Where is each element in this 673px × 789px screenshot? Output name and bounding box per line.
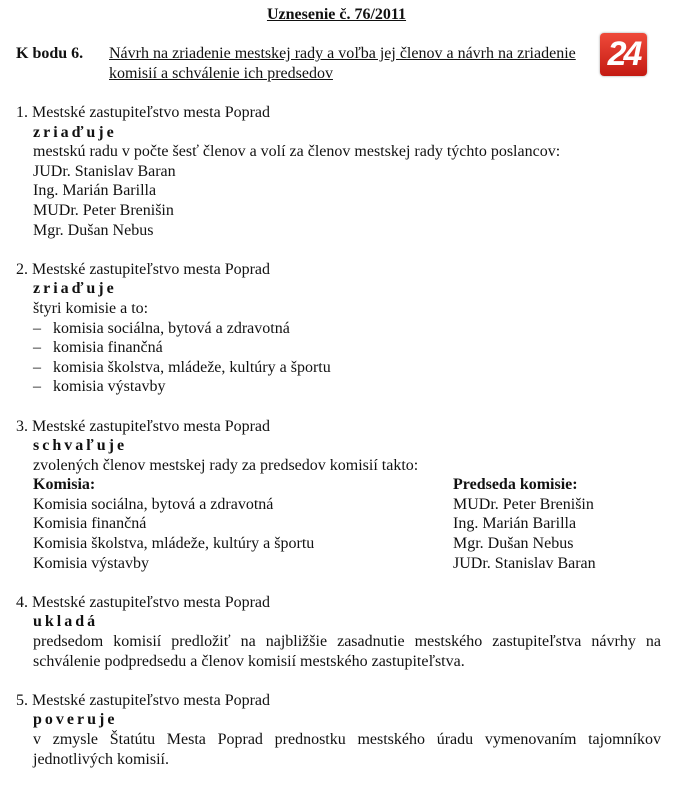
agenda-subject <box>109 44 592 84</box>
section-5 <box>16 691 661 769</box>
table-row <box>16 514 661 534</box>
agenda-item-label: K bodu 6. <box>16 45 84 62</box>
table-header <box>16 475 661 495</box>
section-4 <box>16 593 661 671</box>
section-number: 1. <box>16 104 28 121</box>
dash-bullet: – <box>33 319 41 337</box>
section-1 <box>16 103 661 240</box>
agenda-subject-line1: Návrh na zriadenie mestskej rady a voľba jej členov a návrh na zriadenie komisií <box>109 45 576 82</box>
section-2 <box>16 260 661 397</box>
table-row <box>16 554 661 574</box>
tv24-logo-icon[interactable]: 24 <box>600 33 647 76</box>
agenda-subject-line2: a schválenie ich predsedov <box>161 65 333 82</box>
section-text: predsedom komisií predložiť na najbližšie zasadnutie mestského zastupiteľstva návrhy na schválenie podpredsedu a členov komisií mestského zastupiteľstva. <box>33 633 661 670</box>
committee-name: Komisia finančná <box>33 515 147 533</box>
list-item: – komisia výstavby <box>33 378 166 396</box>
dash-bullet: – <box>33 378 41 396</box>
section-intro: Mestské zastupiteľstvo mesta Poprad <box>32 104 271 121</box>
dash-bullet: – <box>33 339 41 357</box>
section-intro: Mestské zastupiteľstvo mesta Poprad <box>32 417 271 435</box>
agenda-heading <box>16 44 592 84</box>
section-3 <box>16 417 661 574</box>
committee-name: Komisia výstavby <box>33 554 149 572</box>
section-verb: zriaďuje <box>33 280 117 298</box>
committee-name: Komisia sociálna, bytová a zdravotná <box>33 495 274 513</box>
section-text: v zmysle Štatútu Mesta Poprad prednostku mestského úradu vymenovaním tajomníkov jednotlivých komisií. <box>33 731 661 768</box>
list-item: JUDr. Stanislav Baran <box>33 162 176 180</box>
column-header-committee: Komisia: <box>33 476 96 494</box>
committee-chair: Mgr. Dušan Nebus <box>453 535 574 553</box>
column-header-chair: Predseda komisie: <box>453 476 578 494</box>
list-item: – komisia sociálna, bytová a zdravotná <box>33 319 290 337</box>
section-intro: Mestské zastupiteľstvo mesta Poprad <box>32 260 271 278</box>
section-number: 4. <box>16 593 28 611</box>
section-number: 3. <box>16 417 28 435</box>
list-item: – komisia školstva, mládeže, kultúry a športu <box>33 358 331 376</box>
committee-chair: Ing. Marián Barilla <box>453 515 577 533</box>
resolution-body <box>16 103 661 789</box>
list-item: Ing. Marián Barilla <box>33 182 157 200</box>
section-intro: Mestské zastupiteľstvo mesta Poprad <box>32 593 271 611</box>
section-text: štyri komisie a to: <box>33 299 149 317</box>
section-number: 5. <box>16 691 28 709</box>
section-text: zvolených členov mestskej rady za predsedov komisií takto: <box>33 456 419 474</box>
list-item: Mgr. Dušan Nebus <box>33 221 154 239</box>
table-row <box>16 534 661 554</box>
section-verb: poveruje <box>33 711 118 729</box>
section-verb: zriaďuje <box>33 123 117 141</box>
committee-chair: JUDr. Stanislav Baran <box>453 554 596 572</box>
section-verb: schvaľuje <box>33 437 128 455</box>
section-verb: ukladá <box>33 613 99 631</box>
document-title: Uznesenie č. 76/2011 <box>266 6 407 23</box>
table-row <box>16 495 661 515</box>
committee-chair: MUDr. Peter Brenišin <box>453 495 594 513</box>
section-text: mestskú radu v počte šesť členov a volí za členov mestskej rady týchto poslancov: <box>33 143 561 161</box>
committee-name: Komisia školstva, mládeže, kultúry a športu <box>33 535 315 553</box>
section-intro: Mestské zastupiteľstvo mesta Poprad <box>32 691 271 709</box>
list-item: – komisia finančná <box>33 339 163 357</box>
list-item: MUDr. Peter Brenišin <box>33 201 174 219</box>
dash-bullet: – <box>33 358 41 376</box>
section-number: 2. <box>16 260 28 278</box>
